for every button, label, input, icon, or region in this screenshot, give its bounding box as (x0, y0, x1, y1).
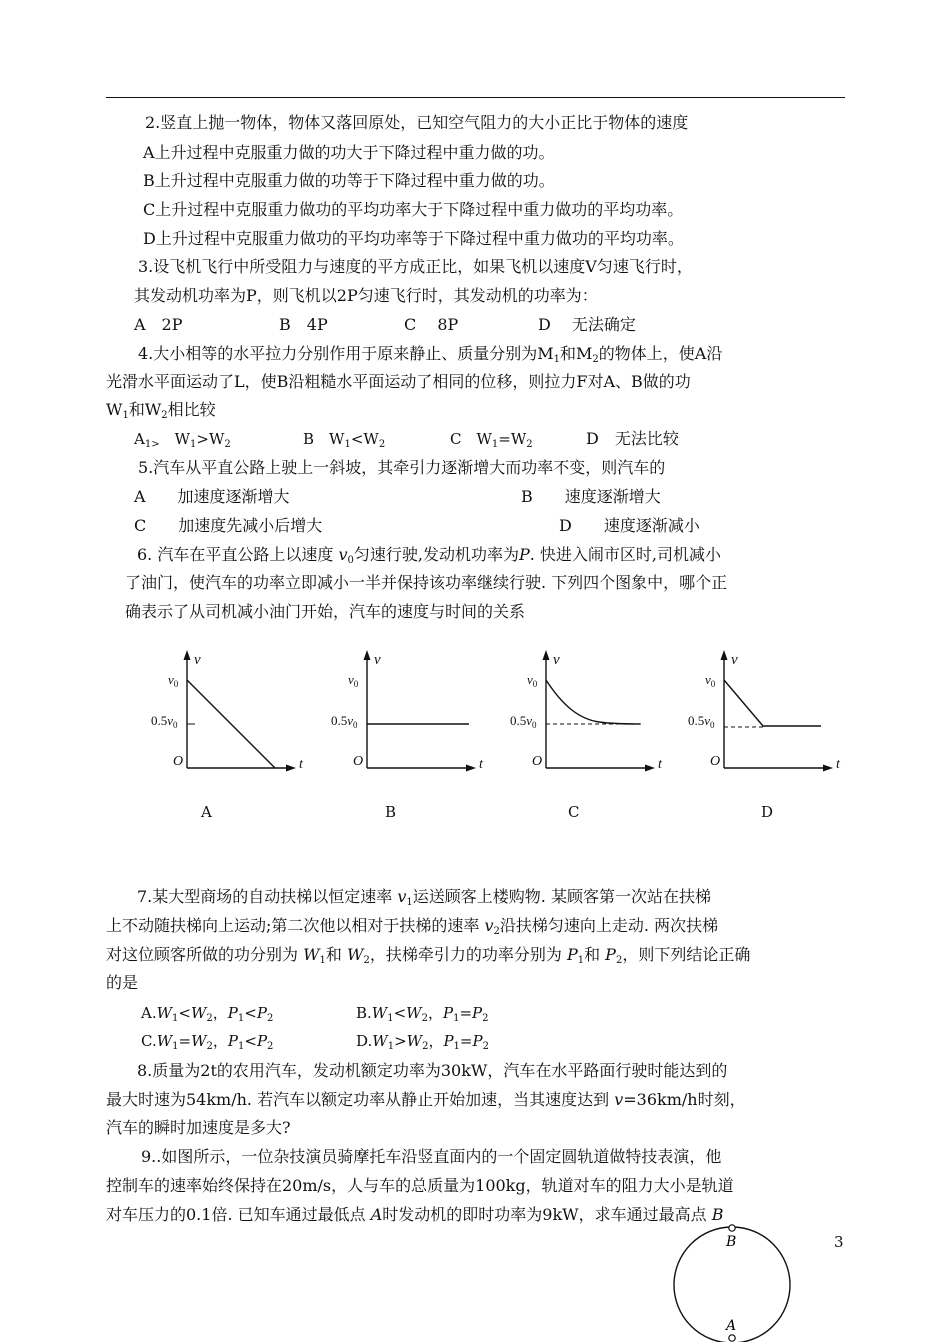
point-b-marker (729, 1225, 735, 1231)
q3-option-b: B 4P (279, 315, 328, 334)
graph-d-label: D (761, 803, 774, 821)
graph-c-half-tick: $0.5v_0$ (510, 713, 537, 730)
graph-a-curve (187, 680, 275, 768)
graph-a-label: A (201, 803, 212, 821)
point-a-label: A (726, 1318, 737, 1334)
graph-a-half-tick: $0.5v_0$ (151, 713, 178, 730)
q2-option-d: D上升过程中克服重力做功的平均功率等于下降过程中重力做功的平均功率。 (143, 229, 684, 248)
graph-d-origin: O (710, 754, 721, 769)
q5-option-a: A 加速度逐渐增大 (134, 487, 290, 506)
q3-option-a: A 2P (134, 315, 183, 334)
q8-stem-line1: 8.质量为2t的农用汽车，发动机额定功率为30kW，汽车在水平路面行驶时能达到的 (137, 1061, 728, 1080)
header-rule (106, 97, 845, 98)
q6-stem-line3: 确表示了从司机减小油门开始，汽车的速度与时间的关系 (125, 602, 526, 621)
q8-stem-line2: 最大时速为54km/h. 若汽车以额定功率从静止开始加速，当其速度达到 v=36km/h时刻， (106, 1090, 746, 1109)
q2-option-a: A上升过程中克服重力做的功大于下降过程中重力做的功。 (143, 143, 555, 162)
q4-stem-line2: 光滑水平面运动了L，使B沿粗糙水平面运动了相同的位移，则拉力F对A、B做的功 (106, 372, 691, 391)
graph-a-t-arrow (286, 765, 296, 772)
graph-d-v-label: v (731, 652, 738, 668)
graph-a-v0-tick: $v_0$ (168, 672, 179, 689)
graph-b (331, 640, 500, 780)
point-a-marker (729, 1335, 735, 1341)
graph-d-v-arrow (721, 650, 728, 660)
graph-c-v0-tick: $v_0$ (527, 672, 538, 689)
graph-b-v-label: v (374, 652, 381, 668)
q4-option-d: D 无法比较 (586, 429, 679, 448)
q7-option-a: $A.W_1<W_2$，$P_1<P_2$ (141, 1004, 274, 1024)
graph-a-v-arrow (184, 650, 191, 660)
graph-d-half-tick: $0.5v_0$ (688, 713, 715, 730)
graph-b-half-tick: $0.5v_0$ (331, 713, 358, 730)
point-b-label: B (726, 1234, 737, 1250)
graph-b-v-arrow (364, 650, 371, 660)
q2-stem: 2.竖直上抛一物体，物体又落回原处，已知空气阻力的大小正比于物体的速度 (145, 113, 689, 132)
graph-d (688, 640, 857, 780)
graph-a-t-label: t (299, 757, 303, 772)
q7-option-b: $B.W_1<W_2$，$P_1=P_2$ (356, 1004, 489, 1024)
q4-stem-line3: $W_1$和$W_2$相比较 (106, 400, 216, 421)
q6-stem-line1: 6. 汽车在平直公路上以速度 $v_0$匀速行驶,发动机功率为P. 快进入闹市区时,司机减小 (137, 545, 721, 566)
q5-option-c: C 加速度先减小后增大 (134, 516, 323, 535)
graph-d-v0-tick: $v_0$ (705, 672, 716, 689)
q2-option-b: B上升过程中克服重力做的功等于下降过程中重力做的功。 (143, 171, 555, 190)
q7-stem-line3: 对这位顾客所做的功分别为 $W_1$和 $W_2$，扶梯牵引力的功率分别为 $P_1$和 $P_2$，则下列结论正确 (106, 945, 751, 966)
graph-b-v0-tick: $v_0$ (348, 672, 359, 689)
q7-stem-line2: 上不动随扶梯向上运动;第二次他以相对于扶梯的速率 $v_2$沿扶梯匀速向上走动. 两次扶梯 (106, 916, 719, 937)
graph-a-origin: O (173, 754, 184, 769)
graph-c-v-label: v (553, 652, 560, 668)
q5-stem: 5.汽车从平直公路上驶上一斜坡，其牵引力逐渐增大而功率不变，则汽车的 (138, 458, 666, 477)
graph-d-curve (724, 680, 821, 726)
loop-track-figure (668, 1222, 798, 1342)
graph-c (510, 640, 679, 780)
q4-stem-line1: 4.大小相等的水平拉力分别作用于原来静止、质量分别为$M_1$和$M_2$的物体上，使A沿 (138, 344, 723, 365)
q4-option-a: $A_{1>}$ $W_1>W_2$ (134, 430, 231, 450)
q7-stem-line4: 的是 (106, 973, 139, 992)
q4-option-c: C $W_1=W_2$ (450, 430, 533, 450)
graph-a-v-label: v (194, 652, 201, 668)
q7-option-d: $D.W_1>W_2$，$P_1=P_2$ (356, 1032, 489, 1052)
graph-c-label: C (568, 803, 580, 821)
q3-option-c: C 8P (404, 315, 459, 334)
q8-stem-line3: 汽车的瞬时加速度是多大? (106, 1118, 291, 1137)
q3-stem-line2: 其发动机功率为P，则飞机以2P匀速飞行时，其发动机的功率为： (134, 286, 598, 305)
q3-option-d: D 无法确定 (538, 315, 636, 334)
graph-c-origin: O (532, 754, 543, 769)
graph-a (151, 640, 320, 780)
q9-stem-line3: 对车压力的0.1倍. 已知车通过最低点 A时发动机的即时功率为9kW，求车通过最高点 B (106, 1205, 724, 1224)
q6-stem-line2: 了油门，使汽车的功率立即减小一半并保持该功率继续行驶. 下列四个图象中，哪个正 (125, 573, 728, 592)
q3-stem-line1: 3.设飞机飞行中所受阻力与速度的平方成正比，如果飞机以速度V匀速飞行时， (138, 257, 693, 276)
graph-c-v-arrow (543, 650, 550, 660)
page-number: 3 (834, 1233, 844, 1251)
graph-b-t-arrow (466, 765, 476, 772)
q4-option-b: B $W_1<W_2$ (303, 430, 386, 450)
q9-stem-line1: 9..如图所示，一位杂技演员骑摩托车沿竖直面内的一个固定圆轨道做特技表演，他 (141, 1147, 722, 1166)
graph-b-label: B (385, 803, 397, 821)
graph-c-t-label: t (658, 757, 662, 772)
q5-option-d: D 速度逐渐减小 (559, 516, 700, 535)
graph-d-t-label: t (836, 757, 840, 772)
q9-stem-line2: 控制车的速率始终保持在20m/s，人与车的总质量为100kg，轨道对车的阻力大小是轨道 (106, 1176, 734, 1195)
graph-b-origin: O (353, 754, 364, 769)
graph-b-t-label: t (479, 757, 483, 772)
q7-option-c: $C.W_1=W_2$，$P_1<P_2$ (141, 1032, 274, 1052)
graph-c-curve (546, 680, 640, 724)
graph-c-t-arrow (645, 765, 655, 772)
q5-option-b: B 速度逐渐增大 (521, 487, 661, 506)
graph-d-t-arrow (823, 765, 833, 772)
q7-stem-line1: 7.某大型商场的自动扶梯以恒定速率 $v_1$运送顾客上楼购物. 某顾客第一次站在扶梯 (137, 887, 711, 908)
q2-option-c: C上升过程中克服重力做功的平均功率大于下降过程中重力做功的平均功率。 (143, 200, 684, 219)
